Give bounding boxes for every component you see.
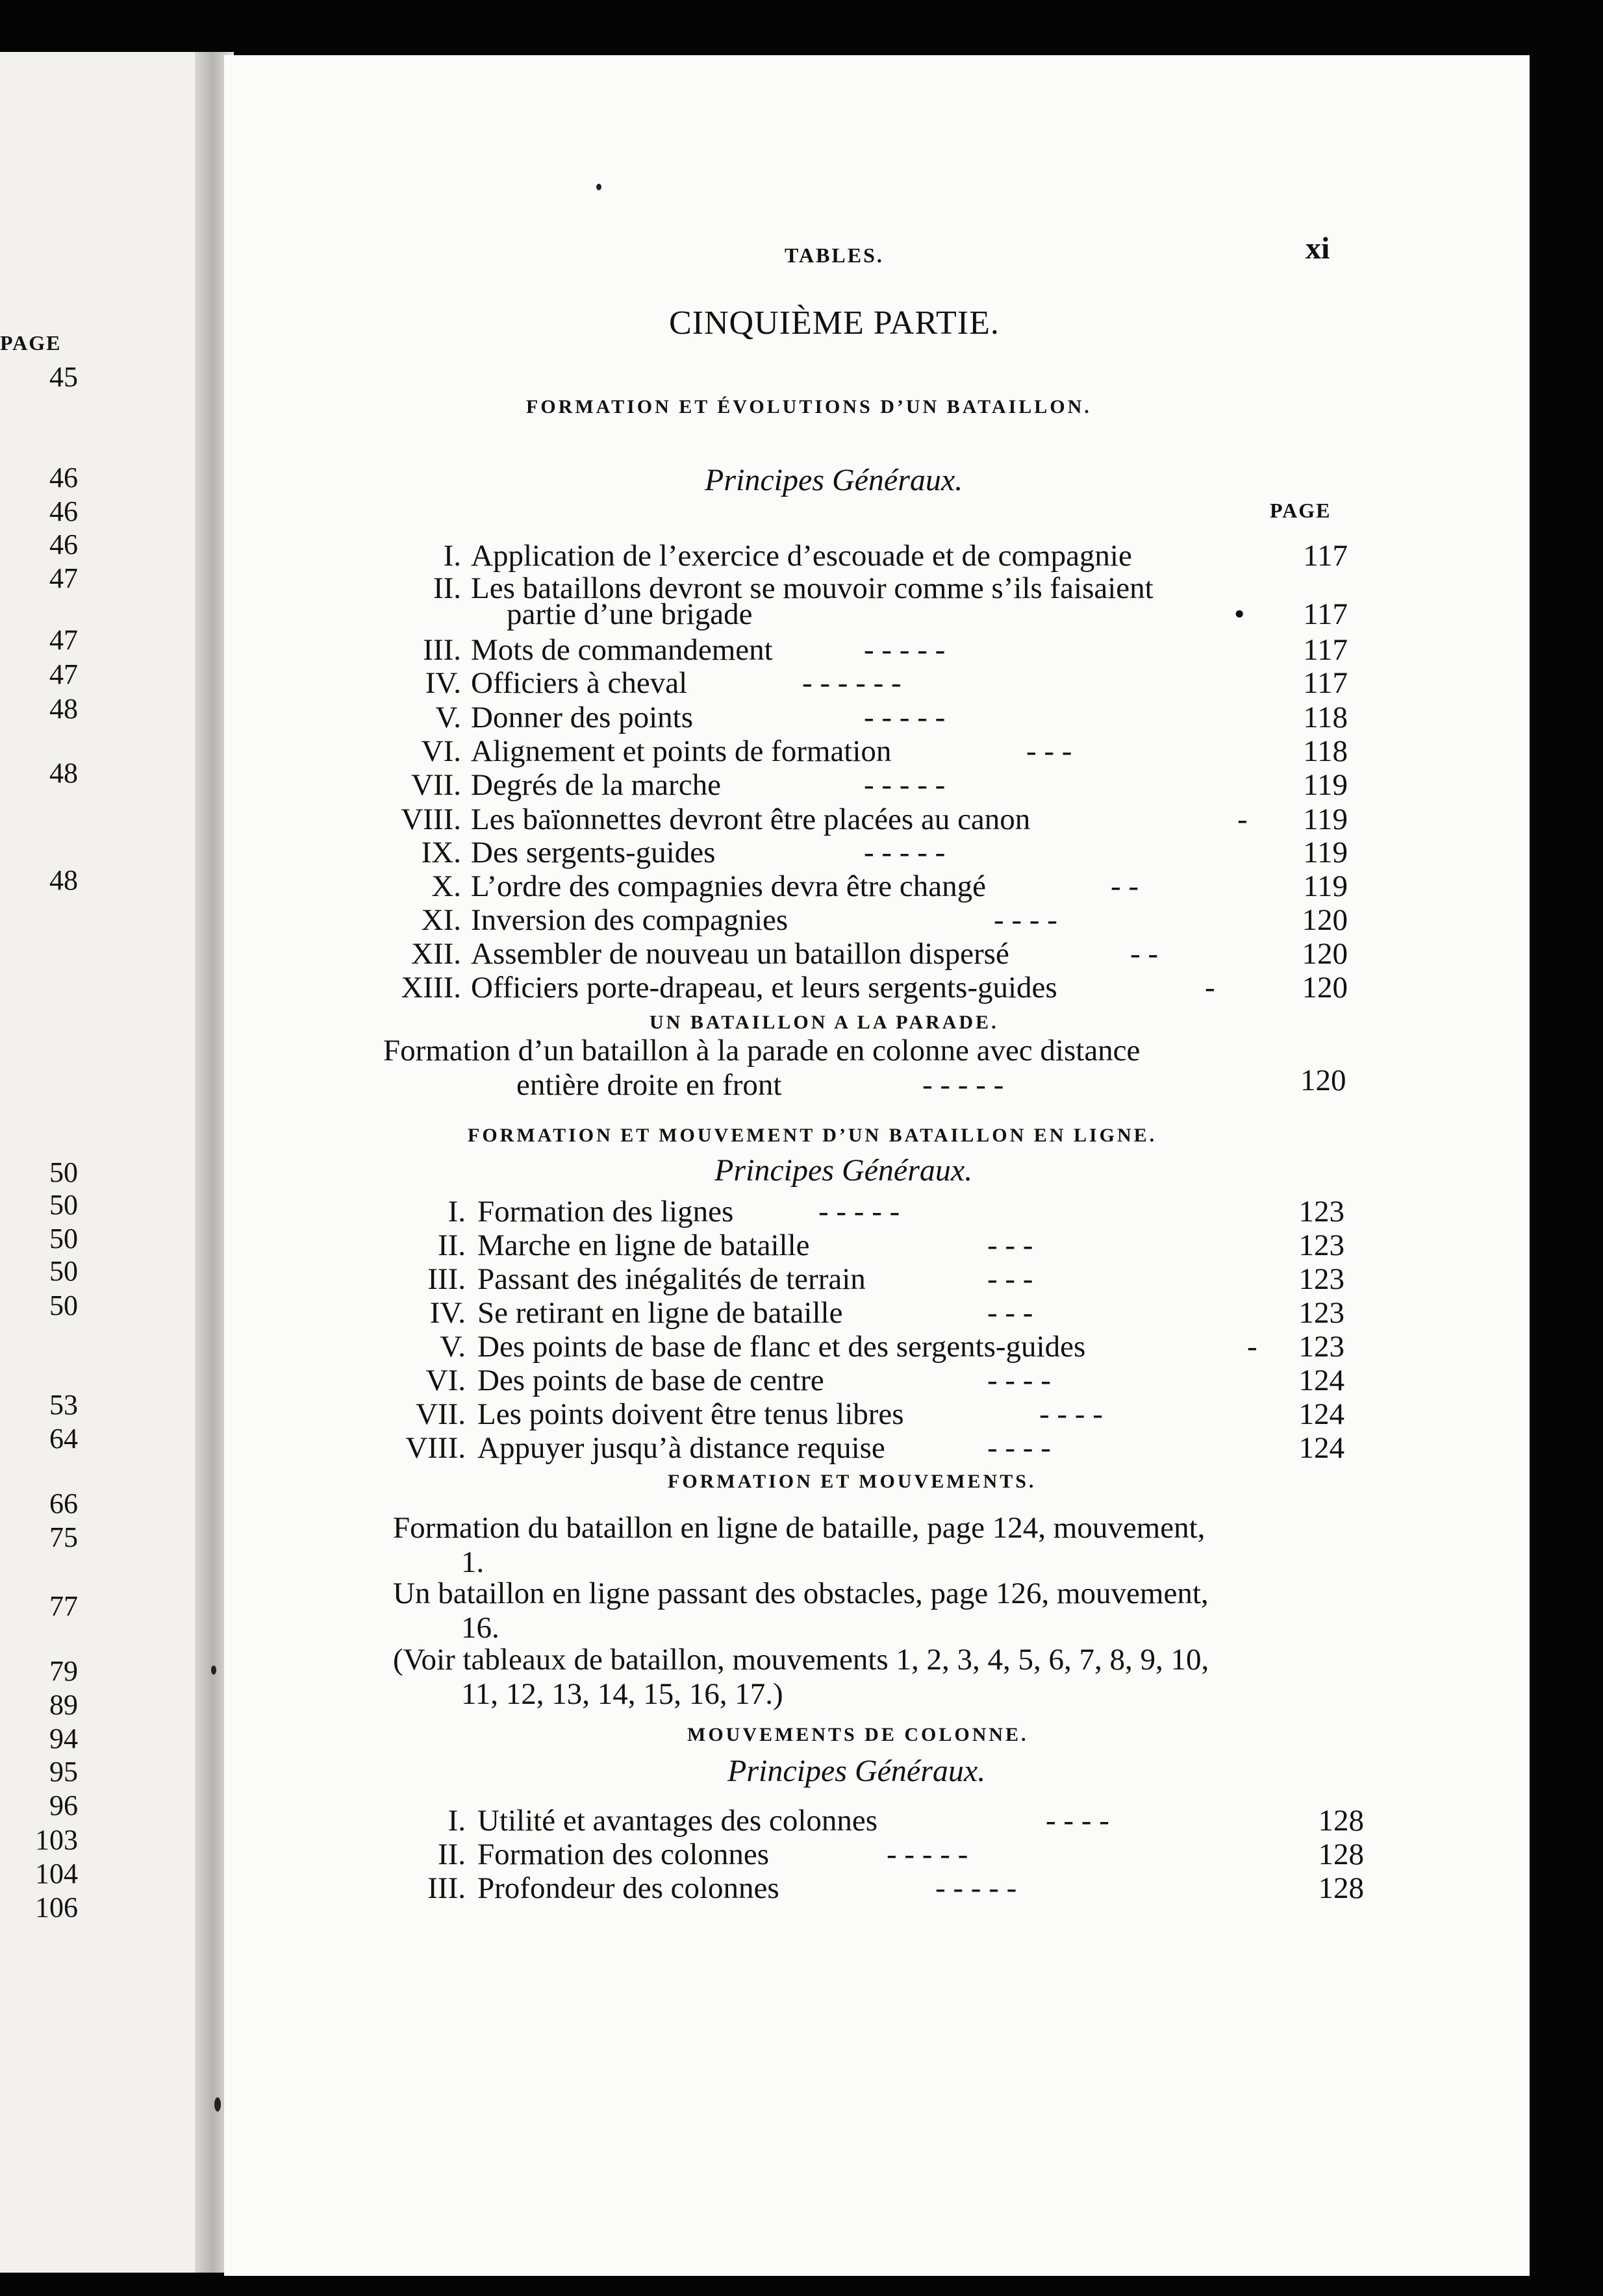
toc-paragraph: Formation du bataillon en ligne de bataille, page 124, mouvement,: [393, 1511, 1205, 1545]
toc-entry-title: Officiers porte-drapeau, et leurs sergents-guides: [471, 971, 1057, 1004]
section-heading: FORMATION ET ÉVOLUTIONS D’UN BATAILLON.: [526, 396, 1092, 418]
toc-paragraph: Un bataillon en ligne passant des obstacles, page 126, mouvement,: [393, 1577, 1209, 1610]
toc-entry-page: 124: [1298, 1364, 1344, 1397]
toc-entry-page: 124: [1298, 1397, 1344, 1431]
toc-entry: [0, 633, 1494, 667]
toc-entry-dots: - - - -: [1046, 1804, 1109, 1838]
toc-entry-number: IV.: [429, 1296, 466, 1330]
left-page-number: 48: [49, 693, 78, 725]
left-page-number: 50: [49, 1255, 78, 1287]
toc-entry-page: 120: [1302, 937, 1348, 971]
toc-entry-dots: - - - - -: [864, 633, 946, 667]
toc-entry-page: 119: [1303, 803, 1348, 836]
toc-entry-page: 123: [1298, 1262, 1344, 1296]
toc-entry-dots: - - -: [1026, 734, 1072, 768]
toc-entry-title: Degrés de la marche: [471, 768, 721, 802]
toc-entry-dots: - - - - - -: [802, 666, 902, 700]
toc-entry-number: VIII.: [401, 803, 461, 836]
toc-entry-number: III.: [423, 633, 461, 667]
toc-entry: [0, 803, 1494, 836]
left-page-number: 77: [49, 1590, 78, 1622]
scan-speck: [211, 1666, 216, 1675]
toc-entry-number: I.: [448, 1195, 466, 1229]
toc-entry-title: Profondeur des colonnes: [477, 1871, 779, 1905]
toc-entry-title: Inversion des compagnies: [471, 903, 789, 937]
toc-entry-page: 117: [1303, 633, 1348, 667]
left-page-number: 46: [49, 495, 78, 527]
page-column-label: PAGE: [1270, 499, 1332, 522]
toc-entry: [0, 666, 1494, 700]
toc-entry: [0, 1838, 1494, 1871]
toc-entry-title: Des points de base de centre: [477, 1364, 824, 1397]
left-page-number: 50: [49, 1156, 78, 1188]
toc-entry-page: 124: [1298, 1431, 1344, 1465]
left-page-number: 79: [49, 1655, 78, 1687]
toc-entry-dots: - - - - -: [864, 701, 946, 734]
toc-entry-number: VI.: [421, 734, 461, 768]
left-page-number: 94: [49, 1723, 78, 1754]
toc-entry-number: IX.: [421, 836, 461, 869]
toc-entry-number: IV.: [425, 666, 461, 700]
toc-entry: [0, 1229, 1494, 1262]
toc-entry-dots: - - - -: [987, 1431, 1051, 1465]
toc-entry-number: II.: [437, 1838, 466, 1871]
toc-entry-title: Marche en ligne de bataille: [477, 1229, 810, 1262]
section-subheading: Principes Généraux.: [727, 1754, 986, 1788]
left-page-number: 50: [49, 1189, 78, 1221]
toc-entry: [0, 768, 1494, 802]
toc-entry-title: Des points de base de flanc et des sergents-guides: [477, 1330, 1086, 1364]
toc-entry-page: 119: [1303, 869, 1348, 903]
toc-entry-page: 117: [1303, 597, 1348, 631]
toc-entry-dots: - - - - -: [935, 1871, 1017, 1905]
toc-entry: [0, 1364, 1494, 1397]
toc-line: entière droite en front: [516, 1068, 782, 1102]
toc-entry-number: XII.: [411, 937, 461, 971]
left-page-number: 89: [49, 1689, 78, 1721]
toc-entry: [0, 1431, 1494, 1465]
toc-entry-dots: - - - -: [1039, 1397, 1103, 1431]
toc-entry-page: 119: [1303, 836, 1348, 869]
left-page-number: 95: [49, 1756, 78, 1788]
section-heading: FORMATION ET MOUVEMENT D’UN BATAILLON EN LIGNE.: [468, 1125, 1157, 1146]
toc-entry-number: XIII.: [401, 971, 461, 1004]
toc-entry-number: X.: [431, 869, 461, 903]
toc-entry-title: Appuyer jusqu’à distance requise: [477, 1431, 885, 1465]
toc-entry: [0, 539, 1494, 573]
left-page-number: 47: [49, 624, 78, 656]
toc-entry-number: I.: [443, 539, 461, 573]
section-subheading: Principes Généraux.: [714, 1153, 973, 1188]
left-page-number: 104: [35, 1858, 78, 1890]
toc-entry-page: 120: [1302, 971, 1348, 1004]
toc-entry-dots: - - - -: [994, 903, 1057, 937]
left-page-number: 45: [49, 361, 78, 393]
left-page-number: 53: [49, 1389, 78, 1421]
toc-entry-dots: - - - - -: [864, 768, 946, 802]
toc-entry-dots: - - - -: [987, 1364, 1051, 1397]
folio: xi: [1306, 231, 1330, 266]
left-page-header: PAGE: [0, 331, 62, 355]
toc-entry-page: 123: [1298, 1195, 1344, 1229]
toc-entry-page: 117: [1303, 539, 1348, 573]
toc-entry-dots: •: [1234, 597, 1245, 631]
toc-entry-title: Donner des points: [471, 701, 694, 734]
scan-speck: [214, 2097, 221, 2112]
toc-entry-page: 128: [1318, 1871, 1364, 1905]
toc-entry-dots: -: [1205, 971, 1215, 1004]
left-page-number: 50: [49, 1223, 78, 1254]
toc-page: 120: [1300, 1064, 1346, 1097]
toc-entry-page: 128: [1318, 1838, 1364, 1871]
toc-entry: [0, 1871, 1494, 1905]
toc-entry: [0, 971, 1494, 1004]
toc-entry-title: Se retirant en ligne de bataille: [477, 1296, 843, 1330]
toc-entry-title: Formation des lignes: [477, 1195, 734, 1229]
left-page-number: 75: [49, 1521, 78, 1553]
left-page-number: 46: [49, 462, 78, 493]
part-title: CINQUIÈME PARTIE.: [669, 305, 1000, 342]
left-page-number: 48: [49, 864, 78, 896]
toc-entry-number: I.: [448, 1804, 466, 1838]
left-page-number: 66: [49, 1488, 78, 1519]
toc-entry-title: Utilité et avantages des colonnes: [477, 1804, 878, 1838]
toc-entry: [0, 1330, 1494, 1364]
toc-line: Formation d’un bataillon à la parade en colonne avec distance: [383, 1034, 1141, 1067]
toc-entry-title: Des sergents-guides: [471, 836, 716, 869]
left-page-number: 47: [49, 562, 78, 594]
toc-entry: [0, 597, 1494, 631]
running-head: TABLES.: [785, 243, 884, 267]
toc-entry-number: V.: [440, 1330, 466, 1364]
toc-entry: [0, 836, 1494, 869]
toc-entry-page: 119: [1303, 768, 1348, 802]
toc-entry-dots: -: [1237, 803, 1248, 836]
toc-entry-title: Application de l’exercice d’escouade et de compagnie: [471, 539, 1132, 573]
section-heading: MOUVEMENTS DE COLONNE.: [687, 1724, 1029, 1745]
left-page-number: 103: [35, 1824, 78, 1856]
left-page-number: 47: [49, 658, 78, 690]
toc-entry-dots: - - -: [987, 1262, 1033, 1296]
toc-entry-title: Formation des colonnes: [477, 1838, 770, 1871]
toc-entry-page: 123: [1298, 1229, 1344, 1262]
left-page-number: 96: [49, 1790, 78, 1821]
toc-entry-title: L’ordre des compagnies devra être changé: [471, 869, 986, 903]
toc-entry: [0, 937, 1494, 971]
toc-entry-dots: - - - - -: [864, 836, 946, 869]
toc-entry-page: 123: [1298, 1296, 1344, 1330]
scan-speck: [596, 184, 601, 190]
left-page-number: 48: [49, 757, 78, 789]
toc-entry-dots: -: [1247, 1330, 1257, 1364]
toc-entry-number: III.: [427, 1262, 466, 1296]
left-page-number: 46: [49, 529, 78, 560]
toc-entry: [0, 1195, 1494, 1229]
toc-entry: [0, 1296, 1494, 1330]
toc-entry: [0, 701, 1494, 734]
toc-entry-number: III.: [427, 1871, 466, 1905]
toc-entry-dots: - -: [1111, 869, 1139, 903]
toc-entry-number: VII.: [411, 768, 461, 802]
toc-entry-page: 123: [1298, 1330, 1344, 1364]
toc-entry-number: VII.: [416, 1397, 466, 1431]
toc-entry-title: Les baïonnettes devront être placées au canon: [471, 803, 1031, 836]
toc-dots: - - - - -: [922, 1068, 1004, 1102]
toc-paragraph: 1.: [461, 1545, 485, 1579]
toc-entry-number: VIII.: [405, 1431, 466, 1465]
toc-entry: [0, 903, 1494, 937]
toc-entry-title: Les points doivent être tenus libres: [477, 1397, 904, 1431]
toc-entry-title: Officiers à cheval: [471, 666, 688, 700]
toc-entry-title: Les bataillons devront se mouvoir comme s’ils faisaient: [471, 571, 1154, 605]
section-heading: UN BATAILLON A LA PARADE.: [650, 1012, 999, 1033]
toc-entry-dots: - - - - -: [818, 1195, 900, 1229]
toc-entry: [0, 869, 1494, 903]
section-heading: FORMATION ET MOUVEMENTS.: [668, 1471, 1037, 1492]
toc-entry-page: 117: [1303, 666, 1348, 700]
toc-entry: [0, 1397, 1494, 1431]
toc-entry-page: 128: [1318, 1804, 1364, 1838]
toc-entry-dots: - -: [1130, 937, 1159, 971]
toc-paragraph: 11, 12, 13, 14, 15, 16, 17.): [461, 1677, 783, 1711]
section-subheading: Principes Généraux.: [705, 463, 963, 497]
left-page-number: 64: [49, 1423, 78, 1454]
toc-paragraph: (Voir tableaux de bataillon, mouvements 1, 2, 3, 4, 5, 6, 7, 8, 9, 10,: [393, 1643, 1209, 1677]
toc-entry-page: 118: [1303, 701, 1348, 734]
toc-entry-title: Assembler de nouveau un bataillon dispersé: [471, 937, 1009, 971]
toc-entry-title: Mots de commandement: [471, 633, 773, 667]
toc-entry-page: 118: [1303, 734, 1348, 768]
toc-entry-number: XI.: [421, 903, 461, 937]
toc-entry-dots: - - -: [987, 1296, 1033, 1330]
toc-paragraph: 16.: [461, 1611, 499, 1645]
toc-entry-title: partie d’une brigade: [507, 597, 753, 631]
toc-entry: [0, 1804, 1494, 1838]
left-page-number: 106: [35, 1891, 78, 1923]
toc-entry-number: II.: [437, 1229, 466, 1262]
toc-entry-title: Passant des inégalités de terrain: [477, 1262, 866, 1296]
toc-entry-number: V.: [435, 701, 461, 734]
toc-entry-page: 120: [1302, 903, 1348, 937]
toc-entry-dots: - - -: [987, 1229, 1033, 1262]
toc-entry: [0, 1262, 1494, 1296]
toc-entry: [0, 734, 1494, 768]
toc-entry-number: II.: [433, 571, 461, 605]
toc-entry-title: Alignement et points de formation: [471, 734, 892, 768]
toc-entry-dots: - - - - -: [887, 1838, 968, 1871]
left-page-number: 50: [49, 1290, 78, 1321]
toc-entry-number: VI.: [425, 1364, 466, 1397]
